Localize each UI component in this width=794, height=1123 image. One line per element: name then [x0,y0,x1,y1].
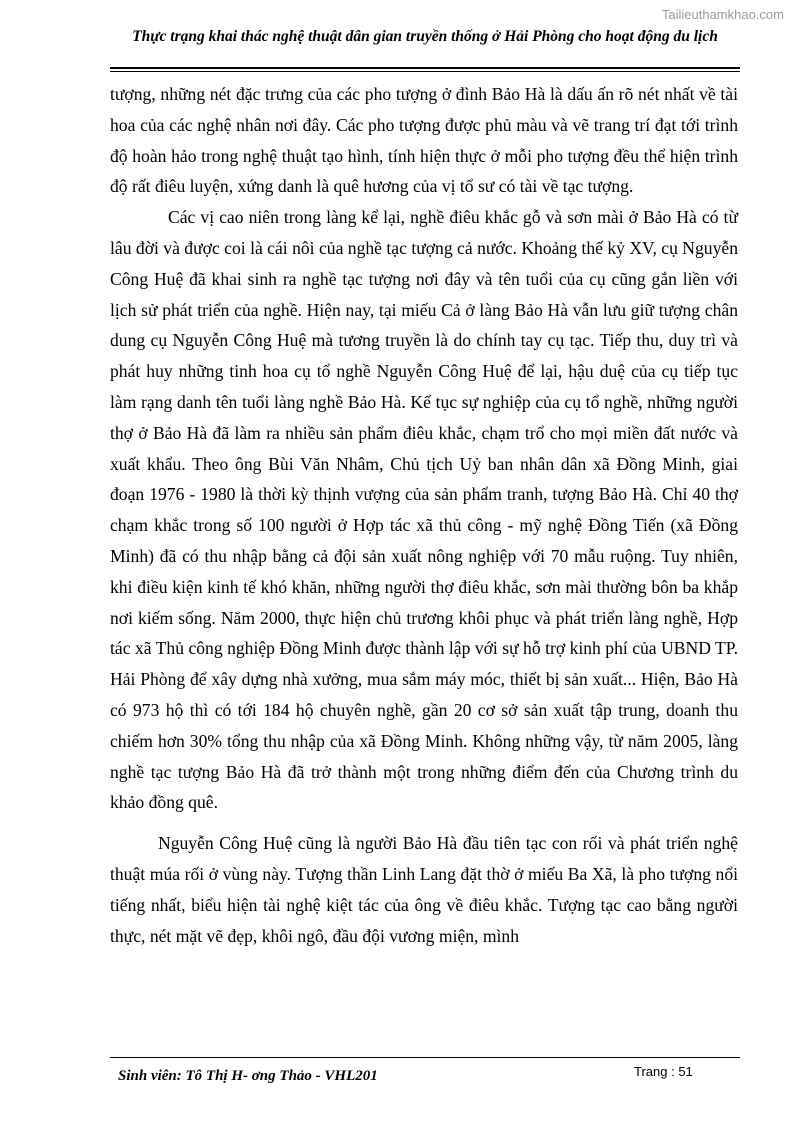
footer-author: Sinh viên: Tô Thị H- ơng Thảo - VHL201 [118,1068,378,1084]
paragraph-1: tượng, những nét đặc trưng của các pho tượng ở đình Bảo Hà là dấu ấn rõ nét nhất về tài hoa của các nghệ nhân nơi đây. Các pho tượng được phủ màu và vẽ trang trí đạt tới trình độ hoàn hảo trong nghệ thuật tạo hình, tính hiện thực ở mỗi pho tượng đều thể hiện trình độ rất điêu luyện, xứng danh là quê hương của vị tổ sư có tài về tạc tượng. [110,84,738,197]
page-number: Trang : 51 [634,1064,693,1079]
watermark: Tailieuthamkhao.com [661,7,784,22]
page-header-title: Thực trạng khai thác nghệ thuật dân gian truyền thống ở Hải Phòng cho hoạt động du lịch [132,28,718,45]
document-body [110,79,738,951]
paragraph-2: Các vị cao niên trong làng kể lại, nghề điêu khắc gỗ và sơn mài ở Bảo Hà có từ lâu đời và được coi là cái nôi của nghề tạc tượng cả nước. Khoảng thế kỷ XV, cụ Nguyễn Công Huệ đã khai sinh ra nghề tạc tượng nơi đây và tên tuổi của cụ cũng gắn liền với lịch sử phát triển của nghề. Hiện nay, tại miếu Cả ở làng Bảo Hà vẫn lưu giữ tượng chân dung cụ Nguyễn Công Huệ mà tương truyền là do chính tay cụ tạc. Tiếp thu, duy trì và phát huy những tinh hoa cụ tổ nghề Nguyễn Công Huệ để lại, hậu duệ của cụ tiếp tục làm rạng danh tên tuổi làng nghề Bảo Hà. Kế tục sự nghiệp của cụ tổ nghề, những người thợ ở Bảo Hà đã làm ra nhiều sản phẩm điêu khắc, chạm trổ cho mọi miền đất nước và xuất khẩu. Theo ông Bùi Văn Nhâm, Chủ tịch Uỷ ban nhân dân xã Đồng Minh, giai đoạn 1976 - 1980 là thời kỳ thịnh vượng của sản phẩm tranh, tượng Bảo Hà. Chỉ 40 thợ chạm khắc trong số 100 người ở Hợp tác xã thủ công - mỹ nghệ Đồng Tiến (xã Đồng Minh) đã có thu nhập bằng cả đội sản xuất nông nghiệp với 70 mẫu ruộng. Tuy nhiên, khi điều kiện kinh tế khó khăn, những người thợ điêu khắc, sơn mài thường bôn ba khắp nơi kiếm sống. Năm 2000, thực hiện chủ trương khôi phục và phát triển làng nghề, Hợp tác xã Thủ công nghiệp Đồng Minh được thành lập với sự hỗ trợ kinh phí của UBND TP. Hải Phòng để xây dựng nhà xưởng, mua sắm máy móc, thiết bị sản xuất... Hiện, Bảo Hà có 973 hộ thì có tới 184 hộ chuyên nghề, gần 20 cơ sở sản xuất tập trung, doanh thu chiếm hơn 30% tổng thu nhập của xã Đồng Minh. Không những vậy, từ năm 2005, làng nghề tạc tượng Bảo Hà đã trở thành một trong những điểm đến của Chương trình du khảo đồng quê. [110,207,738,813]
paragraph-3: Nguyễn Công Huệ cũng là người Bảo Hà đầu tiên tạc con rối và phát triển nghệ thuật múa rối ở vùng này. Tượng thần Linh Lang đặt thờ ở miếu Ba Xã, là pho tượng nổi tiếng nhất, biểu hiện tài nghệ kiệt tác của ông về điêu khắc. Tượng tạc cao bằng người thực, nét mặt vẽ đẹp, khôi ngô, đầu đội vương miện, mình [110,833,738,946]
header-rule-thin [110,71,740,72]
header-rule-thick [110,67,740,69]
footer-rule [110,1057,740,1058]
